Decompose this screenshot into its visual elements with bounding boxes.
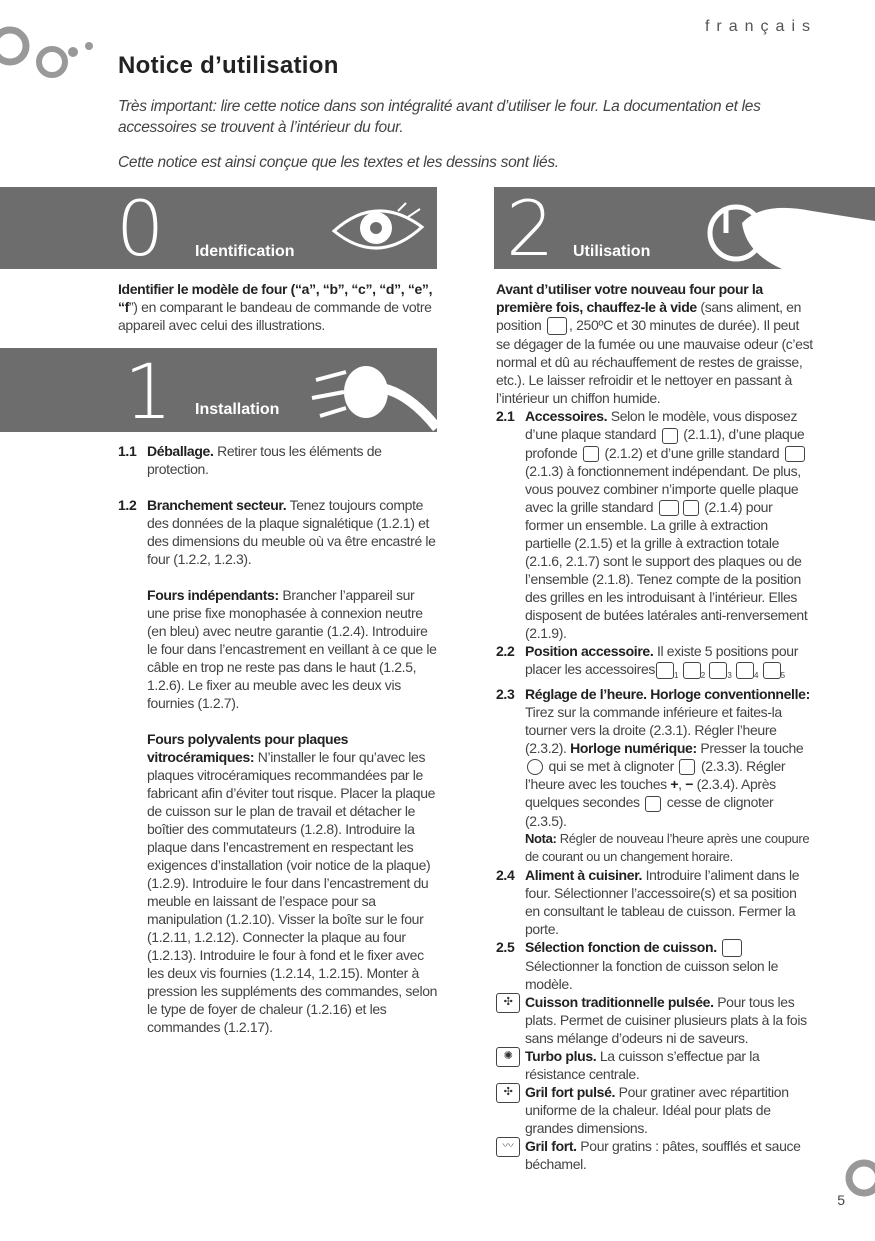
clock-button-icon	[645, 796, 661, 812]
list-item: 1.1 Déballage. Retirer tous les éléments de protection.	[118, 443, 382, 477]
clock-button-icon	[679, 759, 695, 775]
language-label: français	[704, 18, 817, 35]
section-number: 2	[506, 184, 555, 273]
intro-note: Cette notice est ainsi conçue que les textes et les dessins sont liés.	[118, 154, 559, 171]
section-label: Installation	[195, 401, 280, 418]
page-title: Notice d’utilisation	[118, 52, 339, 79]
deep-tray-icon	[583, 446, 599, 462]
grill-rack-icon	[785, 446, 805, 462]
plug-icon	[310, 358, 437, 432]
brand-logo	[0, 22, 100, 92]
list-item: 2.4 Aliment à cuisiner. Introduire l’aliment dans le four. Sélectionner l’accessoire(s) et sa position en consultant le tableau de cuisson. Fermer la porte.	[496, 866, 800, 937]
conventional-heat-icon	[547, 317, 567, 335]
section-band-identification	[0, 184, 437, 273]
section-number: 0	[116, 184, 165, 273]
turbo-fan-icon: ✺	[496, 1047, 520, 1067]
brand-circle	[842, 1158, 875, 1198]
fan-icon: ✣	[496, 993, 520, 1013]
cooking-function-icon	[722, 939, 742, 957]
plus-icon: +	[670, 776, 679, 793]
section-label: Identification	[195, 243, 295, 260]
finger-button-icon	[702, 193, 875, 269]
identification-text: Identifier le modèle de four (“a”, “b”, “c”, “d”, “e”, “f”) en comparant le bandeau de commande de votre appareil avec celui des illustrations.	[118, 281, 433, 333]
installation-content	[118, 442, 440, 1036]
rack-position-icon	[736, 662, 754, 679]
function-item: ✣ Gril fort pulsé. Pour gratiner avec répartition uniforme de la chaleur. Idéal pour plats de grandes dimensions.	[496, 1083, 814, 1137]
grill-icon: 〰	[496, 1137, 520, 1157]
list-item: 1.2 Branchement secteur. Tenez toujours compte des données de la plaque signalétique (1.2.1) et des dimensions du meuble où va être encastré le four (1.2.2, 1.2.3). Fours indépendants: Brancher l’appareil sur une prise fixe monophasée à connexion neutre (en bleu) avec neutre garantie (1.2.4). Introduire le four dans l’encastrement en veillant à ce que le câble en trop ne reste pas dans le haut (1.2.5, 1.2.6). Le fixer au meuble avec les deux vis fournies (1.2.7). Fours polyvalents pour plaques vitrocéramiques: N’installer le four qu’avec les plaques vitrocéramiques recommandées par le fabricant afin d’éviter tout risque. Placer la plaque de cuisson sur le plan de travail et détacher le boîtier des commutateurs (1.2.8). Introduire la plaque dans l’encastrement en respectant les exigences d’installation (voir notice de la plaque) (1.2.9). Introduire le four dans l’encastrement du meuble en laissant de l’espace pour sa manipulation (1.2.10). Visser la boîte sur le four (1.2.11, 1.2.12). Connecter la plaque au four (1.2.13). Introduire le four à fond et le fixer avec les deux vis fournies (1.2.14, 1.2.15). Monter à pression les suppléments des commandes, selon le type de foyer de chaleur (1.2.16) et les commandes (1.2.17).	[118, 497, 438, 1035]
list-item: 2.3 Réglage de l’heure. Horloge conventionnelle: Tirez sur la commande inférieure et faites-la tourner vers la droite (2.3.1). Régler l’heure (2.3.2). Horloge numérique: Presser la touche qui se met à clignoter (2.3.3). Régler l’heure avec les touches +, − (2.3.4). Après quelques secondes cesse de clignoter (2.3.5). Nota: Régler de nouveau l’heure après une coupure de courant ou un changement horaire.	[496, 685, 810, 864]
standard-tray-icon	[662, 428, 678, 444]
grill-fan-icon: ✣	[496, 1083, 520, 1103]
standard-tray-icon	[683, 500, 699, 516]
section-band-installation	[0, 347, 437, 436]
function-item: 〰 Gril fort. Pour gratins : pâtes, soufflés et sauce béchamel.	[496, 1137, 814, 1173]
clock-icon	[527, 759, 543, 775]
function-item: ✺ Turbo plus. La cuisson s’effectue par la résistance centrale.	[496, 1047, 814, 1083]
function-item: ✣ Cuisson traditionnelle pulsée. Pour tous les plats. Permet de cuisiner plusieurs plats à la fois sans mélange d’odeurs ni de saveurs.	[496, 993, 814, 1047]
eye-icon	[328, 197, 428, 261]
grill-rack-icon	[659, 500, 679, 516]
minus-icon: −	[685, 776, 694, 793]
list-item: 2.1 Accessoires. Selon le modèle, vous disposez d’une plaque standard (2.1.1), d’une plaque profonde (2.1.2) et d’une grille standard (2.1.3) à fonctionnement indépendant. De plus, vous pouvez combiner n’importe quelle plaque avec la grille standard (2.1.4) pour former un ensemble. La grille à extraction partielle (2.1.5) et la grille à extraction totale (2.1.6, 2.1.7) sont le support des plaques ou de l’ensemble (2.1.8). Tenez compte de la position des grilles en les introduisant à l’intérieur. Elles disposent de butées latérales anti-renversement (2.1.9).	[496, 408, 808, 642]
intro-paragraph: Très important: lire cette notice dans son intégralité avant d’utiliser le four. La documentation et les accessoires se trouvent à l’intérieur du four.	[118, 98, 761, 136]
utilisation-content: Avant d’utiliser votre nouveau four pour la première fois, chauffez-le à vide (sans aliment, en position , 250ºC et 30 minutes de durée). Il peut se dégager de la fumée ou une mauvaise odeur (c’est normal et dû au réchauffement de restes de graisse, etc.). Le laisser refroidir et le nettoyer en passant à l’intérieur un chiffon humide. 2.1 Accessoires. Selon le modèle, vous disposez d’une plaque standard (2.1.1), d’une plaque profonde (2.1.2) et d’une grille standard (2.1.3) à fonctionnement indépendant. De plus, vous pouvez combiner n’importe quelle plaque avec la grille standard (2.1.4) pour former un ensemble. La grille à extraction partielle (2.1.5) et la grille à extraction totale (2.1.6, 2.1.7) sont le support des plaques ou de l’ensemble (2.1.8). Tenez compte de la position des grilles en les introduisant à l’intérieur. Elles disposent de butées latérales anti-renversement (2.1.9). 2.2 Position accessoire. Il existe 5 positions pour placer les accessoires $_1$ $_2$ $_3$ $_4$ $_5$ 2.3 Réglage de l’heure. Horloge conventionnelle: Tirez sur la commande inférieure et faites-la tourner vers la droite (2.3.1). Régler l’heure (2.3.2). Horloge numérique: Presser la touche qui se met à clignoter (2.3.3). Régler l’heure avec les touches +, − (2.3.4). Après quelques secondes cesse de clignoter (2.3.5). Nota: Régler de nouveau l’heure après une coupure de courant ou un changement horaire. 2.4 Aliment à cuisiner. Introduire l’aliment dans le four. Sélectionner l’accessoire(s) et sa position en consultant le tableau de cuisson. Fermer la porte. 2.5 Sélection fonction de cuisson. Sélectionner la fonction de cuisson selon le modèle. ✣ Cuisson traditionnelle pulsée. Pour tous les plats. Permet de cuisiner plusieurs plats à la fois sans mélange d’odeurs ni de saveurs. ✺ Turbo plus. La cuisson s’effectue par la résistance centrale. ✣ Gril fort pulsé. Pour gratiner avec répartition uniforme de la chaleur. Idéal pour plats de grandes dimensions. 〰 Gril fort. Pour gratins : pâtes, soufflés et sauce béchamel.	[496, 281, 813, 1172]
rack-position-icon	[763, 662, 781, 679]
list-item: 2.5 Sélection fonction de cuisson. Sélectionner la fonction de cuisson selon le modèle.	[496, 938, 779, 992]
rack-position-icon	[683, 662, 701, 679]
section-number: 1	[124, 347, 173, 436]
rack-position-icon	[709, 662, 727, 679]
list-item: 2.2 Position accessoire. Il existe 5 positions pour placer les accessoires $_1$ $_2$ $_3$ $_4$ $_5$	[496, 643, 799, 680]
page-number: 5	[837, 1192, 845, 1208]
rack-position-icon	[656, 662, 674, 679]
section-band-utilisation	[494, 184, 875, 273]
section-label: Utilisation	[573, 243, 651, 260]
